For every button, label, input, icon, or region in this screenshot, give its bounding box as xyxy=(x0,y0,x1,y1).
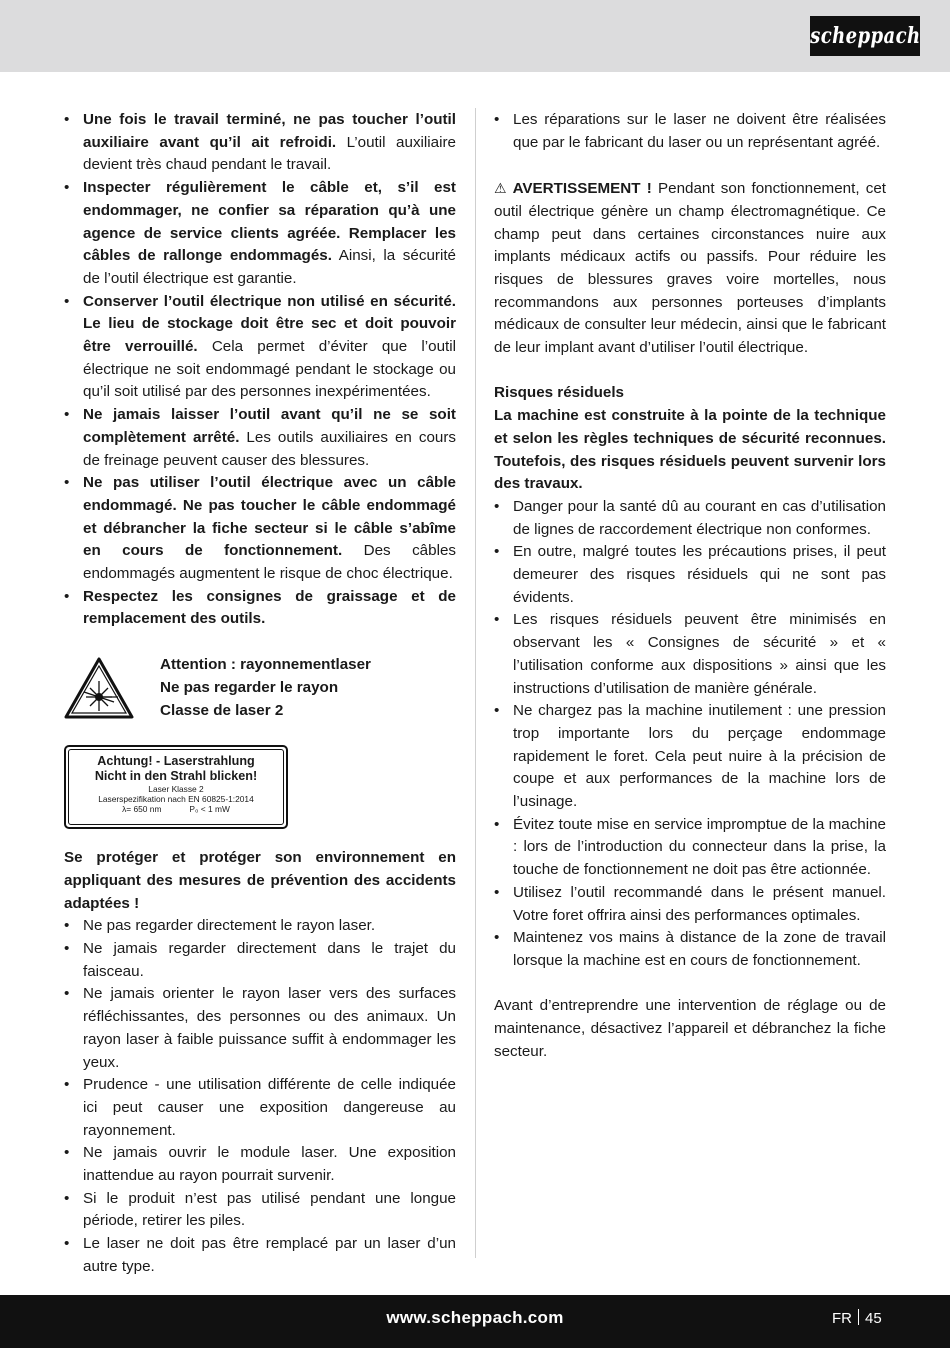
item-text: Ainsi, la sécurité de l’outil électrique est garantie. xyxy=(83,247,456,287)
column-divider xyxy=(475,108,476,1258)
item-text: Les outils auxiliaires en cours de freinage peuvent causer des blessures. xyxy=(83,428,456,469)
item-bold-text: Ne pas utiliser l’outil électrique avec un câble endommagé. Ne pas toucher le câble endommagé et débrancher la fiche secteur si le câble s’abîme en cours de fonctionnement. xyxy=(83,474,456,560)
laser-hazard-icon xyxy=(64,657,134,719)
brand-logo xyxy=(810,16,920,56)
item-bold-text: Respectez les consignes de graissage et de remplacement des outils. xyxy=(83,587,456,628)
item-bold-text: Une fois le travail terminé, ne pas toucher l’outil auxiliaire avant qu’il ait refroidi. xyxy=(83,111,456,151)
left-column xyxy=(64,109,456,1279)
laser-class-label-inner xyxy=(68,749,284,825)
label-line: Nicht in den Strahl blicken! xyxy=(94,769,258,784)
safety-list-top xyxy=(64,109,456,631)
list-item: • Évitez toute mise en service impromptue de la machine : lors de l’introduction du connecteur dans la prise, la touche de fonctionnement ne doit pas être actionnée. xyxy=(494,814,886,882)
right-column xyxy=(494,109,886,1063)
page-number-value: 45 xyxy=(865,1310,882,1327)
list-item: • Ne pas regarder directement le rayon laser. xyxy=(64,915,456,938)
repair-list xyxy=(494,109,886,154)
header-band xyxy=(0,0,950,72)
label-line xyxy=(69,804,283,814)
list-item xyxy=(64,291,456,405)
laser-line: Attention : rayonnementlaser xyxy=(160,656,371,674)
footer-website-link[interactable]: www.scheppach.com xyxy=(386,1308,564,1327)
laser-class-label xyxy=(64,745,288,829)
list-item: • Les réparations sur le laser ne doivent être réalisées que par le fabricant du laser ou un représentant agréé. xyxy=(494,109,886,154)
label-line: Achtung! - Laserstrahlung xyxy=(97,754,255,769)
list-item: • Ne jamais orienter le rayon laser vers des surfaces réfléchissantes, des personnes ou des animaux. Un rayon laser à faible puissance suffit à endommager les yeux. xyxy=(64,983,456,1074)
laser-warning-block xyxy=(64,653,456,733)
item-text: Cela permet d’éviter que l’outil électrique ne soit endommagé pendant le stockage ou qu’il soit utilisé par des personnes inexpérimentées. xyxy=(83,338,456,401)
closing-paragraph: Avant d’entreprendre une intervention de réglage ou de maintenance, désactivez l’appareil et débranchez la fiche secteur. xyxy=(494,997,886,1060)
laser-safety-list xyxy=(64,915,456,1278)
language-code: FR xyxy=(832,1310,852,1327)
residual-risks-list xyxy=(494,496,886,973)
separator xyxy=(858,1309,859,1325)
list-item: • Ne chargez pas la machine inutilement : une pression trop importante lors du perçage endommage rapidement le foret. Cela peut nuire à la précision de coupe et aux performances de la machine lors de l’usinage. xyxy=(494,700,886,814)
laser-caution-text xyxy=(160,653,371,722)
list-item xyxy=(64,586,456,631)
list-item: • Les risques résiduels peuvent être minimisés en observant les « Consignes de sécurité » et « l’utilisation conforme aux dispositions » ainsi que les instructions d’utilisation de manière générale. xyxy=(494,609,886,700)
label-line: Laserspezifikation nach EN 60825-1:2014 xyxy=(98,794,254,805)
warning-triangle-icon: ⚠ xyxy=(494,180,507,197)
list-item: • Le laser ne doit pas être remplacé par un laser d’un autre type. xyxy=(64,1233,456,1278)
list-item: • Maintenez vos mains à distance de la zone de travail lorsque la machine est en cours de fonctionnement. xyxy=(494,927,886,972)
list-item: • Ne jamais regarder directement dans le trajet du faisceau. xyxy=(64,938,456,983)
page-number xyxy=(832,1309,882,1327)
laser-line: Ne pas regarder le rayon xyxy=(160,679,339,697)
item-text: L’outil auxiliaire devient très chaud pendant le travail. xyxy=(83,133,456,174)
list-item xyxy=(64,109,456,177)
list-item: • Ne jamais ouvrir le module laser. Une exposition inattendue au rayon pourrait survenir. xyxy=(64,1142,456,1187)
item-bold-text: Inspecter régulièrement le câble et, s’il est endommager, ne confier sa réparation qu’à une agence de service clients agréée. Remplacer les câbles de rallonge endommagés. xyxy=(83,179,456,265)
item-bold-text: Ne jamais laisser l’outil avant qu’il ne se soit complètement arrêté. xyxy=(83,406,456,446)
label-power: P₀ < 1 mW xyxy=(189,804,230,815)
list-item: • En outre, malgré toutes les précautions prises, il peut demeurer des risques résiduels qui ne sont pas évidents. xyxy=(494,541,886,609)
label-wavelength: λ= 650 nm xyxy=(122,804,162,815)
warning-text: Pendant son fonctionnement, cet outil électrique génère un champ électromagnétique. Ce champ peut dans certaines circonstances nuire aux implants médicaux actifs ou passifs. Pour réduire les risques de blessures graves voire mortelles, nous recommandons aux personnes porteuses d’implants médicaux de consulter leur médecin, ainsi que le fabricant de leur implant avant d’utiliser l’outil électrique. xyxy=(494,180,887,357)
protect-heading: Se protéger et protéger son environnement en appliquant des mesures de prévention des accidents adaptées ! xyxy=(64,849,456,912)
residual-risks-intro: La machine est construite à la pointe de la technique et selon les règles techniques de sécurité reconnues. Toutefois, des risques résiduels peuvent survenir lors des travaux. xyxy=(494,407,886,493)
warning-label: AVERTISSEMENT ! xyxy=(512,180,652,198)
list-item: • Si le produit n’est pas utilisé pendant une longue période, retirer les piles. xyxy=(64,1188,456,1233)
list-item xyxy=(64,404,456,472)
list-item xyxy=(64,177,456,291)
list-item: • Prudence - une utilisation différente de celle indiquée ici peut causer une exposition dangereuse au rayonnement. xyxy=(64,1074,456,1142)
item-text: Des câbles endommagés augmentent le risque de choc électrique. xyxy=(83,542,456,583)
brand-logo-text: scheppach xyxy=(809,23,921,49)
list-item xyxy=(64,472,456,586)
residual-risks-title: Risques résiduels xyxy=(494,384,624,402)
label-line: Laser Klasse 2 xyxy=(148,784,204,795)
warning-paragraph xyxy=(494,177,886,360)
laser-line: Classe de laser 2 xyxy=(160,702,284,720)
list-item: • Danger pour la santé dû au courant en cas d’utilisation de lignes de raccordement électrique non conformes. xyxy=(494,496,886,541)
list-item: • Utilisez l’outil recommandé dans le présent manuel. Votre foret offrira ainsi des performances optimales. xyxy=(494,882,886,927)
item-bold-text: Conserver l’outil électrique non utilisé en sécurité. Le lieu de stockage doit être sec et doit pouvoir être verrouillé. xyxy=(83,292,456,356)
